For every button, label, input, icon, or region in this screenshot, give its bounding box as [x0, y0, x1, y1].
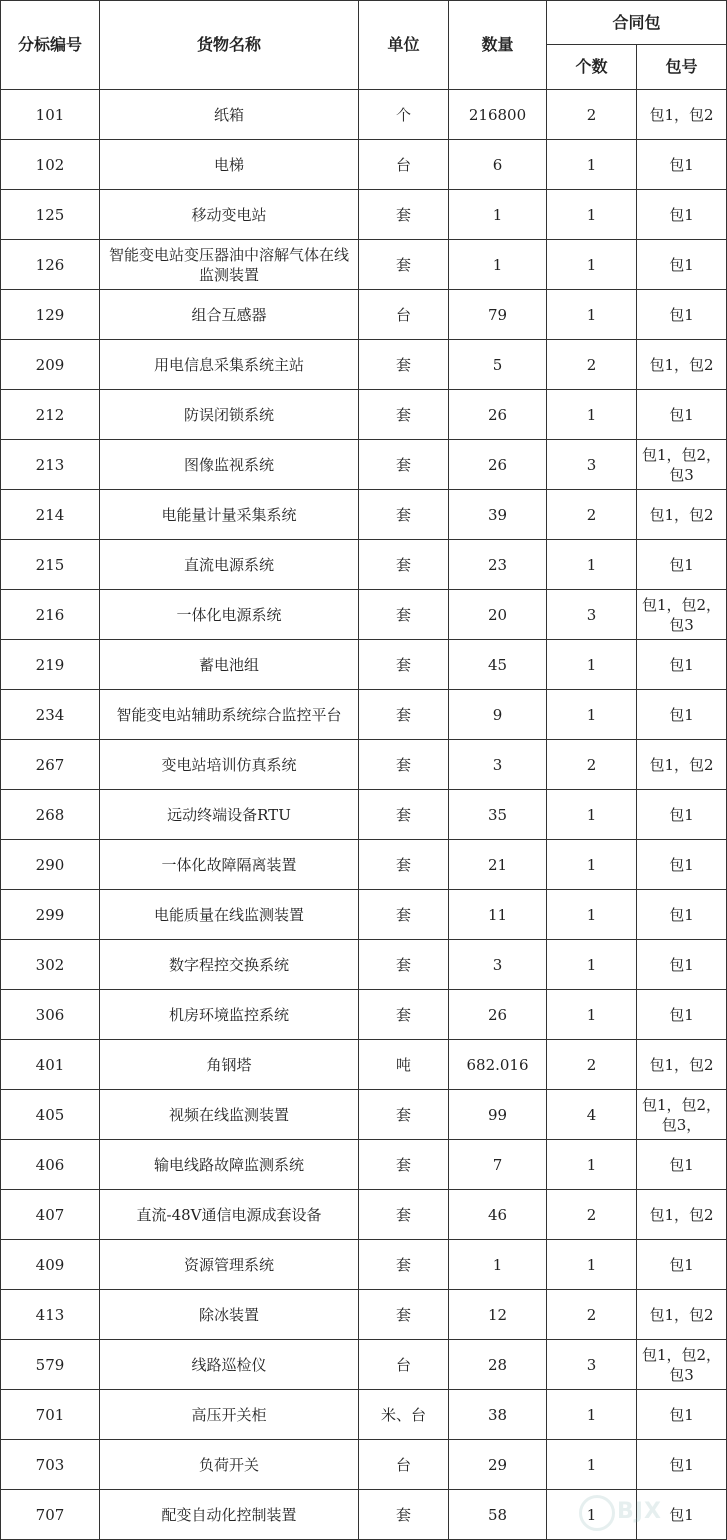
- cell-qty: 11: [449, 890, 547, 940]
- cell-unit: 台: [359, 1440, 449, 1490]
- header-qty: 数量: [449, 1, 547, 90]
- cell-qty: 26: [449, 990, 547, 1040]
- cell-code: 701: [1, 1390, 100, 1440]
- cell-qty: 29: [449, 1440, 547, 1490]
- cell-qty: 1: [449, 240, 547, 290]
- cell-name: 图像监视系统: [100, 440, 359, 490]
- cell-pkg: 包1: [637, 1390, 727, 1440]
- table-row: [1, 340, 727, 390]
- cell-pkg: 包1: [637, 790, 727, 840]
- table-row: [1, 490, 727, 540]
- cell-unit: 套: [359, 1490, 449, 1540]
- cell-unit: 套: [359, 490, 449, 540]
- cell-qty: 1: [449, 190, 547, 240]
- cell-count: 1: [547, 640, 637, 690]
- table-row: [1, 740, 727, 790]
- cell-code: 214: [1, 490, 100, 540]
- table-row: [1, 1490, 727, 1540]
- cell-count: 1: [547, 1240, 637, 1290]
- cell-pkg: 包1: [637, 690, 727, 740]
- table-row: [1, 1090, 727, 1140]
- cell-unit: 套: [359, 940, 449, 990]
- cell-count: 1: [547, 140, 637, 190]
- cell-code: 215: [1, 540, 100, 590]
- cell-qty: 21: [449, 840, 547, 890]
- header-name: 货物名称: [100, 1, 359, 90]
- cell-code: 707: [1, 1490, 100, 1540]
- table-row: [1, 1140, 727, 1190]
- cell-count: 1: [547, 690, 637, 740]
- cell-count: 1: [547, 190, 637, 240]
- cell-qty: 46: [449, 1190, 547, 1240]
- cell-code: 129: [1, 290, 100, 340]
- cell-pkg: 包1，包2，包3: [637, 1340, 727, 1390]
- cell-code: 409: [1, 1240, 100, 1290]
- cell-count: 3: [547, 590, 637, 640]
- table-row: [1, 990, 727, 1040]
- cell-count: 3: [547, 440, 637, 490]
- cell-unit: 套: [359, 1140, 449, 1190]
- cell-name: 纸箱: [100, 90, 359, 140]
- cell-qty: 20: [449, 590, 547, 640]
- cell-name: 负荷开关: [100, 1440, 359, 1490]
- cell-pkg: 包1，包2: [637, 340, 727, 390]
- cell-count: 1: [547, 240, 637, 290]
- cell-count: 2: [547, 490, 637, 540]
- table-row: [1, 840, 727, 890]
- cell-pkg: 包1: [637, 1140, 727, 1190]
- cell-name: 视频在线监测装置: [100, 1090, 359, 1140]
- cell-unit: 套: [359, 340, 449, 390]
- table-row: [1, 540, 727, 590]
- cell-count: 2: [547, 1290, 637, 1340]
- cell-unit: 套: [359, 1190, 449, 1240]
- cell-unit: 套: [359, 1090, 449, 1140]
- cell-code: 216: [1, 590, 100, 640]
- cell-pkg: 包1: [637, 940, 727, 990]
- cell-count: 1: [547, 1140, 637, 1190]
- cell-name: 配变自动化控制装置: [100, 1490, 359, 1540]
- table-row: [1, 640, 727, 690]
- table-row: [1, 790, 727, 840]
- cell-name: 移动变电站: [100, 190, 359, 240]
- cell-name: 变电站培训仿真系统: [100, 740, 359, 790]
- cell-name: 远动终端设备RTU: [100, 790, 359, 840]
- cell-name: 蓄电池组: [100, 640, 359, 690]
- cell-qty: 38: [449, 1390, 547, 1440]
- cell-count: 2: [547, 90, 637, 140]
- cell-name: 机房环境监控系统: [100, 990, 359, 1040]
- cell-count: 1: [547, 1390, 637, 1440]
- cell-pkg: 包1: [637, 890, 727, 940]
- cell-qty: 12: [449, 1290, 547, 1340]
- cell-unit: 套: [359, 1290, 449, 1340]
- cell-code: 212: [1, 390, 100, 440]
- cell-code: 703: [1, 1440, 100, 1490]
- cell-code: 306: [1, 990, 100, 1040]
- table-row: [1, 1240, 727, 1290]
- cell-name: 直流-48V通信电源成套设备: [100, 1190, 359, 1240]
- cell-code: 407: [1, 1190, 100, 1240]
- cell-pkg: 包1: [637, 1490, 727, 1540]
- cell-count: 1: [547, 290, 637, 340]
- cell-count: 2: [547, 340, 637, 390]
- table-row: [1, 390, 727, 440]
- table-row: [1, 1190, 727, 1240]
- cell-code: 299: [1, 890, 100, 940]
- cell-qty: 3: [449, 940, 547, 990]
- cell-pkg: 包1，包2: [637, 740, 727, 790]
- cell-code: 126: [1, 240, 100, 290]
- cell-pkg: 包1，包2: [637, 1290, 727, 1340]
- cell-name: 角钢塔: [100, 1040, 359, 1090]
- table-row: [1, 190, 727, 240]
- table-row: [1, 440, 727, 490]
- cell-pkg: 包1: [637, 190, 727, 240]
- cell-pkg: 包1: [637, 990, 727, 1040]
- cell-name: 除冰装置: [100, 1290, 359, 1340]
- watermark-text: BJX: [617, 1499, 662, 1524]
- cell-unit: 套: [359, 840, 449, 890]
- cell-pkg: 包1，包2: [637, 1040, 727, 1090]
- cell-unit: 台: [359, 1340, 449, 1390]
- table-row: [1, 140, 727, 190]
- cell-name: 直流电源系统: [100, 540, 359, 590]
- cell-pkg: 包1: [637, 390, 727, 440]
- cell-pkg: 包1，包2，包3，: [637, 1090, 727, 1140]
- table-row: [1, 90, 727, 140]
- cell-code: 125: [1, 190, 100, 240]
- cell-unit: 套: [359, 1240, 449, 1290]
- cell-qty: 5: [449, 340, 547, 390]
- cell-code: 579: [1, 1340, 100, 1390]
- cell-qty: 35: [449, 790, 547, 840]
- cell-pkg: 包1，包2: [637, 490, 727, 540]
- cell-count: 4: [547, 1090, 637, 1140]
- table-row: [1, 1290, 727, 1340]
- cell-name: 智能变电站辅助系统综合监控平台: [100, 690, 359, 740]
- cell-name: 智能变电站变压器油中溶解气体在线监测装置: [100, 240, 359, 290]
- cell-name: 防误闭锁系统: [100, 390, 359, 440]
- cell-qty: 1: [449, 1240, 547, 1290]
- cell-count: 1: [547, 990, 637, 1040]
- cell-qty: 39: [449, 490, 547, 540]
- cell-pkg: 包1，包2，包3: [637, 590, 727, 640]
- cell-code: 219: [1, 640, 100, 690]
- cell-unit: 套: [359, 990, 449, 1040]
- cell-unit: 套: [359, 790, 449, 840]
- cell-qty: 79: [449, 290, 547, 340]
- cell-code: 102: [1, 140, 100, 190]
- cell-qty: 23: [449, 540, 547, 590]
- cell-qty: 682.016: [449, 1040, 547, 1090]
- table-row: [1, 1040, 727, 1090]
- cell-unit: 个: [359, 90, 449, 140]
- cell-name: 一体化电源系统: [100, 590, 359, 640]
- cell-count: 1: [547, 1490, 637, 1540]
- header-pkg: 包号: [637, 45, 727, 90]
- cell-unit: 套: [359, 740, 449, 790]
- cell-unit: 套: [359, 390, 449, 440]
- table-row: [1, 890, 727, 940]
- cell-count: 1: [547, 840, 637, 890]
- cell-unit: 套: [359, 690, 449, 740]
- table-row: [1, 590, 727, 640]
- table-row: [1, 240, 727, 290]
- cell-count: 1: [547, 390, 637, 440]
- header-contract: 合同包: [547, 1, 727, 45]
- cell-qty: 216800: [449, 90, 547, 140]
- cell-unit: 吨: [359, 1040, 449, 1090]
- cell-pkg: 包1，包2: [637, 90, 727, 140]
- cell-qty: 58: [449, 1490, 547, 1540]
- cell-code: 401: [1, 1040, 100, 1090]
- cell-code: 406: [1, 1140, 100, 1190]
- cell-unit: 台: [359, 140, 449, 190]
- cell-count: 1: [547, 940, 637, 990]
- cell-unit: 套: [359, 190, 449, 240]
- table-row: [1, 290, 727, 340]
- cell-name: 线路巡检仪: [100, 1340, 359, 1390]
- cell-qty: 28: [449, 1340, 547, 1390]
- cell-code: 405: [1, 1090, 100, 1140]
- cell-name: 输电线路故障监测系统: [100, 1140, 359, 1190]
- cell-unit: 套: [359, 440, 449, 490]
- table-row: [1, 690, 727, 740]
- cell-count: 2: [547, 1190, 637, 1240]
- cell-pkg: 包1: [637, 840, 727, 890]
- cell-pkg: 包1，包2: [637, 1190, 727, 1240]
- table-row: [1, 1390, 727, 1440]
- cell-name: 组合互感器: [100, 290, 359, 340]
- cell-count: 1: [547, 1440, 637, 1490]
- cell-pkg: 包1: [637, 140, 727, 190]
- cell-name: 电能质量在线监测装置: [100, 890, 359, 940]
- cell-qty: 9: [449, 690, 547, 740]
- cell-code: 234: [1, 690, 100, 740]
- cell-unit: 套: [359, 890, 449, 940]
- cell-name: 一体化故障隔离装置: [100, 840, 359, 890]
- cell-pkg: 包1: [637, 290, 727, 340]
- cell-unit: 套: [359, 240, 449, 290]
- cell-pkg: 包1: [637, 640, 727, 690]
- cell-unit: 台: [359, 290, 449, 340]
- cell-count: 2: [547, 1040, 637, 1090]
- cell-qty: 26: [449, 440, 547, 490]
- cell-count: 2: [547, 740, 637, 790]
- cell-qty: 3: [449, 740, 547, 790]
- cell-qty: 45: [449, 640, 547, 690]
- cell-unit: 套: [359, 590, 449, 640]
- table-row: [1, 1340, 727, 1390]
- cell-name: 电梯: [100, 140, 359, 190]
- cell-code: 267: [1, 740, 100, 790]
- cell-name: 用电信息采集系统主站: [100, 340, 359, 390]
- cell-unit: 米、台: [359, 1390, 449, 1440]
- cell-code: 290: [1, 840, 100, 890]
- cell-name: 资源管理系统: [100, 1240, 359, 1290]
- cell-code: 302: [1, 940, 100, 990]
- cell-pkg: 包1，包2，包3: [637, 440, 727, 490]
- cell-code: 209: [1, 340, 100, 390]
- cell-qty: 99: [449, 1090, 547, 1140]
- cell-name: 数字程控交换系统: [100, 940, 359, 990]
- cell-unit: 套: [359, 640, 449, 690]
- cell-count: 1: [547, 890, 637, 940]
- table-row: [1, 1440, 727, 1490]
- header-count: 个数: [547, 45, 637, 90]
- cell-pkg: 包1: [637, 540, 727, 590]
- cell-code: 268: [1, 790, 100, 840]
- cell-qty: 26: [449, 390, 547, 440]
- cell-name: 电能量计量采集系统: [100, 490, 359, 540]
- cell-pkg: 包1: [637, 1440, 727, 1490]
- cell-code: 413: [1, 1290, 100, 1340]
- cell-name: 高压开关柜: [100, 1390, 359, 1440]
- header-unit: 单位: [359, 1, 449, 90]
- cell-code: 101: [1, 90, 100, 140]
- cell-pkg: 包1: [637, 240, 727, 290]
- cell-count: 1: [547, 790, 637, 840]
- cell-unit: 套: [359, 540, 449, 590]
- cell-count: 3: [547, 1340, 637, 1390]
- header-code: 分标编号: [1, 1, 100, 90]
- cell-qty: 6: [449, 140, 547, 190]
- cell-qty: 7: [449, 1140, 547, 1190]
- cell-count: 1: [547, 540, 637, 590]
- table-row: [1, 940, 727, 990]
- cell-pkg: 包1: [637, 1240, 727, 1290]
- cell-code: 213: [1, 440, 100, 490]
